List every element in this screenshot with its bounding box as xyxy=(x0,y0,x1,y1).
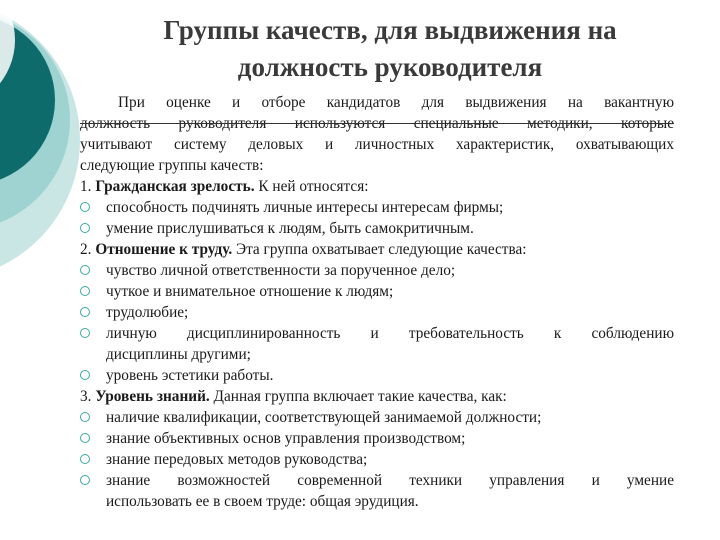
list-item: чувство личной ответственности за порученное дело; xyxy=(80,260,674,281)
list-item: наличие квалификации, соответствующей занимаемой должности; xyxy=(80,407,674,428)
intro-line-3: учитывают систему деловых и личностных характеристик, охватывающих xyxy=(80,136,674,153)
circle-bullet-icon xyxy=(80,475,90,485)
circle-bullet-icon xyxy=(80,370,90,380)
page-title xyxy=(90,12,690,86)
group-desc: К ней относятся: xyxy=(254,178,369,195)
list-item: знание объективных основ управления производством; xyxy=(80,428,674,449)
group-heading-1 xyxy=(80,176,674,197)
circle-bullet-icon xyxy=(80,433,90,443)
group-desc: Данная группа включает такие качества, как: xyxy=(209,388,507,405)
circle-bullet-icon xyxy=(80,202,90,212)
group-number: 3. xyxy=(80,388,92,405)
circle-bullet-icon xyxy=(80,454,90,464)
group-desc: Эта группа охватывает следующие качества: xyxy=(232,241,527,258)
group-title: Уровень знаний. xyxy=(95,388,210,405)
group-heading-3 xyxy=(80,386,674,407)
circle-bullet-icon xyxy=(80,223,90,233)
circle-bullet-icon xyxy=(80,307,90,317)
circle-bullet-icon xyxy=(80,265,90,275)
list-item: чуткое и внимательное отношение к людям; xyxy=(80,281,674,302)
circle-bullet-icon xyxy=(80,412,90,422)
group-title: Отношение к труду. xyxy=(95,241,233,258)
intro-line-2: должность руководителя используются специальные методики, которые xyxy=(80,115,674,132)
list-item: трудолюбие; xyxy=(80,302,674,323)
list-item: умение прислушиваться к людям, быть самокритичным. xyxy=(80,218,674,239)
intro-line-4: следующие группы качеств: xyxy=(80,157,264,174)
title-line-2: должность руководителя xyxy=(237,52,543,82)
list-item: способность подчинять личные интересы интересам фирмы; xyxy=(80,197,674,218)
list-item-continuation: дисциплины другими; xyxy=(106,346,251,363)
list-item: знание передовых методов руководства; xyxy=(80,449,674,470)
group-number: 1. xyxy=(80,178,92,195)
body-text xyxy=(80,92,674,512)
list-item-continuation: использовать ее в своем труде: общая эрудиция. xyxy=(106,493,419,510)
circle-bullet-icon xyxy=(80,286,90,296)
group-title: Гражданская зрелость. xyxy=(95,178,255,195)
list-item: знание возможностей современной техники управления и умение xyxy=(80,470,674,491)
group-heading-2 xyxy=(80,239,674,260)
intro-line-1: При оценке и отборе кандидатов для выдвижения на вакантную xyxy=(118,94,674,111)
decorative-circles xyxy=(0,0,80,300)
list-item: уровень эстетики работы. xyxy=(80,365,674,386)
group-number: 2. xyxy=(80,241,92,258)
list-item: личную дисциплинированность и требовательность к соблюдению xyxy=(80,323,674,344)
circle-bullet-icon xyxy=(80,328,90,338)
title-line-1: Группы качеств, для выдвижения на xyxy=(163,15,617,45)
